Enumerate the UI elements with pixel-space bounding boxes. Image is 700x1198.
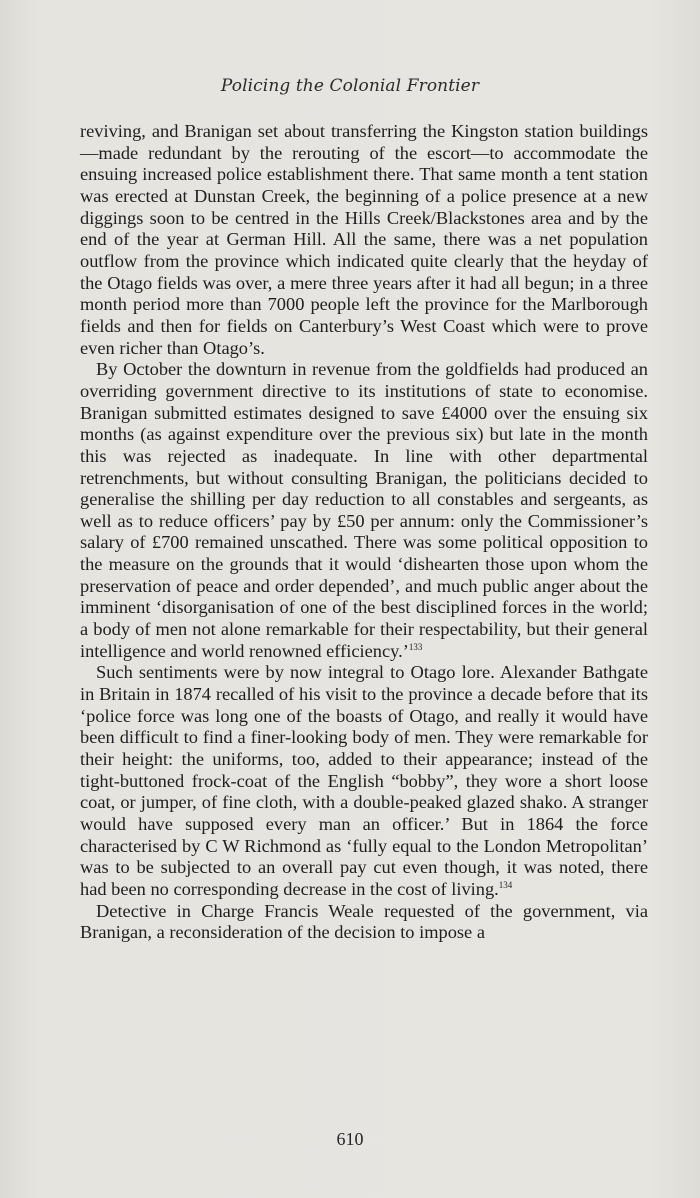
paragraph-3: [80, 662, 648, 900]
paragraph-text: reviving, and Branigan set about transferring the Kingston station buildings—made redundant by the rerouting of the escort—to accommodate the ensuing increased police establishment there. That same month a tent station was erected at Dunstan Creek, the beginning of a police presence at a new diggings soon to be centred in the Hills Creek/Blackstones area and by the end of the year at German Hill. All the same, there was a net population outflow from the province which indicated quite clearly that the heyday of the Otago fields was over, a mere three years after it had all begun; in a three month period more than 7000 people left the province for the Marlborough fields and then for fields on Canterbury’s West Coast which were to prove even richer than Otago’s.: [80, 121, 648, 358]
paragraph-text: Such sentiments were by now integral to Otago lore. Alexander Bathgate in Britain in 1874 recalled of his visit to the province a decade before that its ‘police force was long one of the boasts of Otago, and really it would have been difficult to find a finer-looking body of men. They were remarkable for their height: the uniforms, too, added to their appearance; instead of the tight-buttoned frock-coat of the English “bobby”, they wore a short loose coat, or jumper, of fine cloth, with a double-peaked glazed shako. A stranger would have supposed every man an officer.’ But in 1864 the force characterised by C W Richmond as ‘fully equal to the London Metropolitan’ was to be subjected to an overall pay cut even though, it was noted, there had been no corresponding decrease in the cost of living.: [80, 662, 648, 899]
paragraph-1: [80, 121, 648, 359]
footnote-ref: 133: [408, 641, 423, 652]
running-head: Policing the Colonial Frontier: [220, 76, 480, 96]
body-text: [80, 121, 648, 944]
page-number: 610: [336, 1129, 364, 1149]
paragraph-text: By October the downturn in revenue from the goldfields had produced an overriding government directive to its institutions of state to economise. Branigan submitted estimates designed to save £4000 over the ensuing six months (as against expenditure over the previous six) but late in the month this was rejected as inadequate. In line with other departmental retrenchments, but without consulting Branigan, the politicians decided to generalise the shilling per day reduction to all constables and sergeants, as well as to reduce officers’ pay by £50 per annum: only the Commissioner’s salary of £700 remained unscathed. There was some political opposition to the measure on the grounds that it would ‘dishearten those upon whom the preservation of peace and order depended’, and much public anger about the imminent ‘disorganisation of one of the best disciplined forces in the world; a body of men not alone remarkable for their respectability, but their general intelligence and world renowned efficiency.’: [80, 359, 648, 661]
paragraph-text: Detective in Charge Francis Weale requested of the government, via Branigan, a reconsideration of the decision to impose a: [80, 900, 648, 943]
footnote-ref: 134: [498, 879, 513, 890]
paragraph-4: [80, 901, 648, 944]
paragraph-2: [80, 359, 648, 662]
